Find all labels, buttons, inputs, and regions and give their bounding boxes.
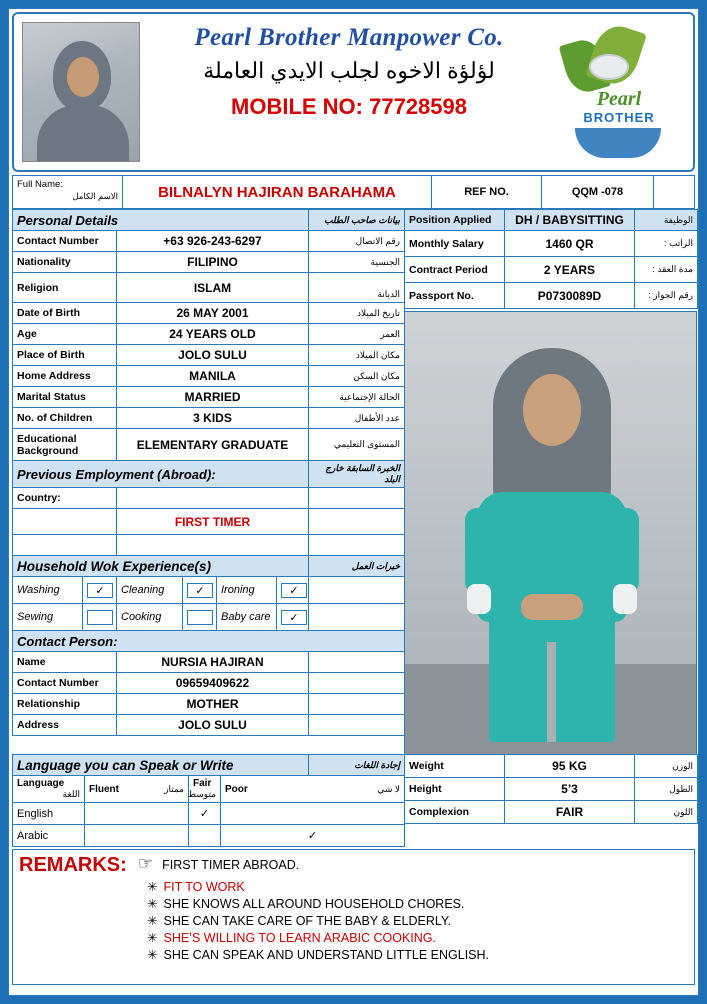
table-row [13,408,405,429]
row-label-arabic: عدد الأطفال [309,408,405,429]
ref-no-label: REF NO. [432,176,542,208]
ref-no-value: QQM -078 [542,176,654,208]
lang-header-fair [189,776,221,803]
row-label-arabic: مكان الميلاد [309,345,405,366]
row-arabic [309,652,405,673]
row-value: MANILA [117,366,309,387]
row-label: Monthly Salary [405,231,505,257]
row-label-arabic: الديانة [309,273,405,303]
remarks-item-text: SHE’S WILLING TO LEARN ARABIC COOKING. [163,931,437,945]
table-row [13,345,405,366]
skill-checkbox-sewing[interactable] [83,604,117,631]
physical-section [404,754,697,847]
language-title: Language you can Speak or Write [13,755,309,776]
star-icon: ✳ [147,897,158,911]
household-title: Household Wok Experience(s) [13,556,309,577]
list-item [147,947,688,964]
row-arabic [309,673,405,694]
row-label-arabic: رقم الاتصال [309,231,405,252]
personal-details-title-arabic: بيانات صاحب الطلب [309,210,405,231]
contact-person-title: Contact Person: [13,631,405,652]
remarks-title: REMARKS: [19,854,127,876]
row-label: Address [13,715,117,736]
skill-checkbox-washing[interactable]: ✓ [83,577,117,604]
table-row [405,778,698,801]
row-value: MARRIED [117,387,309,408]
lang-poor-arabic[interactable]: ✓ [221,825,405,847]
applicant-headshot [22,22,140,162]
row-value: P0730089D [505,283,635,309]
row-value: 5’3 [505,778,635,801]
star-icon: ✳ [147,914,158,928]
lang-header-fluent [85,776,189,803]
table-row [13,303,405,324]
table-row [13,231,405,252]
row-label-arabic: تاريخ الميلاد [309,303,405,324]
row-value: 95 KG [505,755,635,778]
table-row [13,673,405,694]
list-item [147,930,688,947]
previous-employment-table [12,460,405,556]
name-row-spacer [654,176,694,208]
row-label: Relationship [13,694,117,715]
row-label: Marital Status [13,387,117,408]
full-name-label: Full Name: [17,179,63,190]
row-value: 24 YEARS OLD [117,324,309,345]
blank-cell-c [309,535,405,556]
previous-employment-title-arabic: الخبرة السابقة خارج البلد [309,461,405,488]
row-value: FILIPINO [117,252,309,273]
row-label-arabic: الراتب : [635,231,698,257]
table-row [13,715,405,736]
contact-person-table [12,630,405,736]
household-experience-table [12,555,405,631]
lang-header-poor [221,776,405,803]
row-value: 1460 QR [505,231,635,257]
table-row [13,509,405,535]
row-label: Name [13,652,117,673]
row-label-arabic: اللون [635,801,698,824]
row-label-arabic: الوظيفة [635,210,698,231]
row-label-arabic: الجنسية [309,252,405,273]
row-value: 2 YEARS [505,257,635,283]
lang-header-language-arabic: اللغة [62,789,80,799]
row-value: 3 KIDS [117,408,309,429]
household-row1-arabic [309,577,405,604]
personal-details-title: Personal Details [13,210,309,231]
blank-cell-b [117,535,309,556]
position-applied-table [404,209,698,309]
full-name-label-arabic: الاسم الكامل [72,190,118,201]
table-row [405,801,698,824]
handshake-icon [575,128,661,158]
country-arabic-cell [309,488,405,509]
logo-word-secondary: BROTHER [583,110,655,125]
lang-fair-arabic[interactable] [189,825,221,847]
company-name-arabic: لؤلؤة الاخوه لجلب الايدي العاملة [203,58,495,83]
skill-label-sewing: Sewing [13,604,83,631]
logo-word: Pearl [596,88,642,110]
remarks-section [12,849,695,985]
first-timer-value: FIRST TIMER [117,509,309,535]
list-item [147,913,688,930]
remarks-item-text: FIT TO WORK [163,880,245,894]
skill-checkbox-babycare[interactable]: ✓ [277,604,309,631]
table-row [13,694,405,715]
household-row2-arabic [309,604,405,631]
lang-fair-english[interactable]: ✓ [189,803,221,825]
row-arabic [309,694,405,715]
first-timer-arabic-cell [309,509,405,535]
table-row [13,776,405,803]
row-label: Weight [405,755,505,778]
row-label: Nationality [13,252,117,273]
remarks-first-line: FIRST TIMER ABROAD. [162,858,300,872]
table-row [405,210,698,231]
skill-checkbox-cleaning[interactable]: ✓ [183,577,217,604]
cv-document [8,8,699,996]
lang-header-fluent-arabic: ممتاز [164,783,184,794]
lang-header-language [13,776,85,803]
list-item [147,879,688,896]
table-row [13,387,405,408]
country-label: Country: [13,488,117,509]
row-label: Passport No. [405,283,505,309]
skill-checkbox-ironing[interactable]: ✓ [277,577,309,604]
company-name: Pearl Brother Manpower Co. [194,24,504,51]
document-header [12,12,695,172]
row-label-arabic: رقم الجواز : [635,283,698,309]
row-label: Age [13,324,117,345]
skill-label-cooking: Cooking [117,604,183,631]
lang-name-english: English [13,803,85,825]
table-row [13,252,405,273]
household-title-arabic: خبرات العمل [309,556,405,577]
table-row [13,273,405,303]
row-value: 26 MAY 2001 [117,303,309,324]
row-label: Contact Number [13,231,117,252]
table-row [13,577,405,604]
row-label: Date of Birth [13,303,117,324]
row-value: ELEMENTARY GRADUATE [117,429,309,461]
lang-header-poor-label: Poor [225,783,248,795]
row-value: ISLAM [117,273,309,303]
language-title-arabic: إجادة اللغات [309,755,405,776]
table-row [13,366,405,387]
lang-header-fluent-label: Fluent [89,783,119,795]
row-label: No. of Children [13,408,117,429]
full-name-value: BILNALYN HAJIRAN BARAHAMA [123,176,432,208]
remarks-item-text: SHE KNOWS ALL AROUND HOUSEHOLD CHORES. [163,897,465,911]
row-value: 09659409622 [117,673,309,694]
row-label: Complexion [405,801,505,824]
row-label-arabic: مكان السكن [309,366,405,387]
lang-header-fair-label: Fair [193,778,212,789]
star-icon: ✳ [147,931,158,945]
row-label: Contact Number [13,673,117,694]
remarks-item-text: SHE CAN SPEAK AND UNDERSTAND LITTLE ENGLISH. [163,948,490,962]
table-row [405,755,698,778]
lang-name-arabic: Arabic [13,825,85,847]
applicant-full-photo [404,311,697,755]
table-row [13,825,405,847]
table-row [13,488,405,509]
row-arabic [309,715,405,736]
lang-poor-english[interactable] [221,803,405,825]
row-label: Position Applied [405,210,505,231]
table-row [13,803,405,825]
row-label: Religion [13,273,117,303]
row-label: Height [405,778,505,801]
skill-label-washing: Washing [13,577,83,604]
table-row [405,257,698,283]
row-value: JOLO SULU [117,715,309,736]
table-row [13,324,405,345]
lang-header-fair-arabic: متوسط [187,789,216,799]
full-name-row [12,175,695,209]
star-icon: ✳ [147,880,158,894]
skill-label-babycare: Baby care [217,604,277,631]
previous-employment-title: Previous Employment (Abroad): [13,461,309,488]
row-label-arabic: الحالة الإجتماعية [309,387,405,408]
row-label-arabic: مدة العقد : [635,257,698,283]
row-label: Home Address [13,366,117,387]
company-logo-icon [553,24,683,164]
star-icon: ✳ [147,948,158,962]
personal-details-table [12,209,405,461]
table-row [405,283,698,309]
list-item [147,896,688,913]
table-row [13,535,405,556]
lang-header-poor-arabic: لا شي [377,783,401,794]
row-label: Educational Background [13,429,117,461]
pointing-hand-icon: ☞ [137,854,154,873]
table-row [13,429,405,461]
lang-fluent-arabic[interactable] [85,825,189,847]
row-value: FAIR [505,801,635,824]
row-value: +63 926-243-6297 [117,231,309,252]
left-column [12,209,404,755]
row-label-arabic: المستوى التعليمي [309,429,405,461]
remarks-item-text: SHE CAN TAKE CARE OF THE BABY & ELDERLY. [163,914,452,928]
full-name-label-cell [13,176,123,208]
row-label: Contract Period [405,257,505,283]
table-row [405,231,698,257]
blank-cell-a [13,535,117,556]
row-value: MOTHER [117,694,309,715]
skill-checkbox-cooking[interactable] [183,604,217,631]
company-mobile: MOBILE NO: 77728598 [231,94,467,119]
skill-label-ironing: Ironing [217,577,277,604]
row-value: JOLO SULU [117,345,309,366]
first-timer-blank-cell [13,509,117,535]
row-label-arabic: الوزن [635,755,698,778]
country-cell [117,488,309,509]
lang-fluent-english[interactable] [85,803,189,825]
lang-header-language-label: Language [17,778,65,789]
language-section [12,754,404,847]
row-label-arabic: الطول [635,778,698,801]
table-row [13,652,405,673]
skill-label-cleaning: Cleaning [117,577,183,604]
remarks-list [147,879,688,964]
company-branding [154,24,544,120]
row-value: NURSIA HAJIRAN [117,652,309,673]
right-column [404,209,697,755]
row-value: DH / BABYSITTING [505,210,635,231]
row-label-arabic: العمر [309,324,405,345]
row-label: Place of Birth [13,345,117,366]
table-row [13,604,405,631]
